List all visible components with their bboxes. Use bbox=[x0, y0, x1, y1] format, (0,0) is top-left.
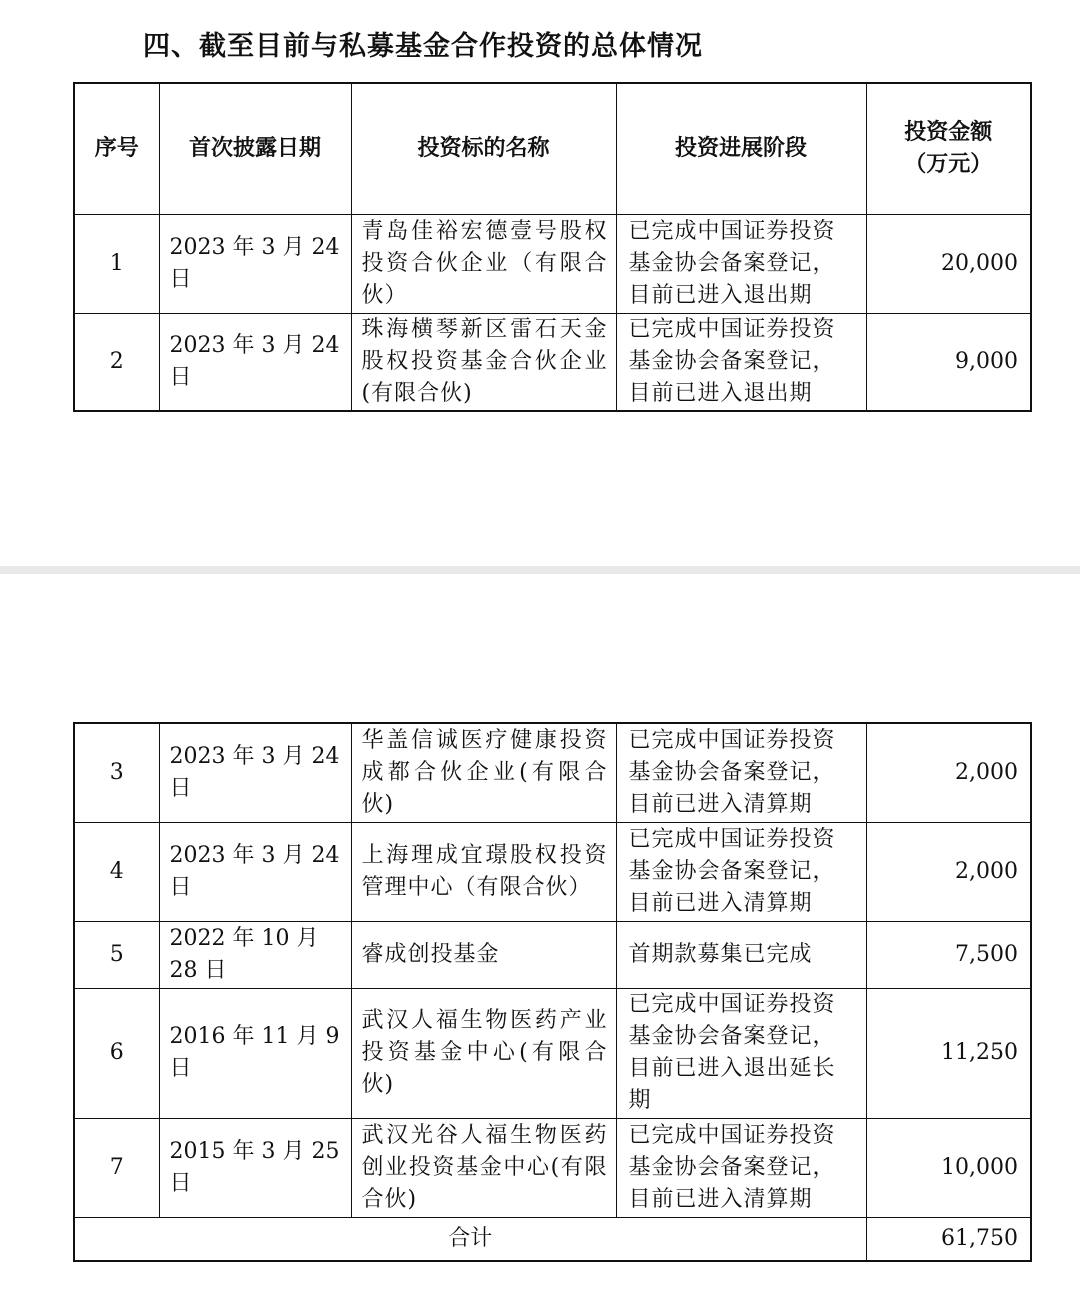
row-amount: 9,000 bbox=[866, 313, 1031, 411]
row-seq: 3 bbox=[74, 723, 159, 822]
section-title: 四、截至目前与私募基金合作投资的总体情况 bbox=[143, 31, 703, 62]
investment-table-part1 bbox=[73, 82, 1032, 412]
row-seq: 6 bbox=[74, 988, 159, 1118]
row-date: 2023 年 3 月 24 日 bbox=[159, 723, 351, 822]
table-row bbox=[74, 723, 1031, 822]
row-amount: 11,250 bbox=[866, 988, 1031, 1118]
header-progress: 投资进展阶段 bbox=[616, 83, 866, 214]
page-separator bbox=[0, 566, 1080, 574]
header-amount: 投资金额 （万元） bbox=[866, 83, 1031, 214]
row-seq: 7 bbox=[74, 1118, 159, 1217]
row-seq: 1 bbox=[74, 214, 159, 313]
row-date: 2022 年 10 月 28 日 bbox=[159, 921, 351, 988]
total-amount: 61,750 bbox=[866, 1217, 1031, 1261]
row-progress: 已完成中国证券投资基金协会备案登记，目前已进入清算期 bbox=[616, 723, 866, 822]
row-progress: 已完成中国证券投资基金协会备案登记，目前已进入退出延长期 bbox=[616, 988, 866, 1118]
row-name: 华盖信诚医疗健康投资成都合伙企业(有限合伙) bbox=[351, 723, 616, 822]
row-seq: 5 bbox=[74, 921, 159, 988]
row-name: 珠海横琴新区雷石天金股权投资基金合伙企业(有限合伙) bbox=[351, 313, 616, 411]
row-progress: 已完成中国证券投资基金协会备案登记，目前已进入清算期 bbox=[616, 822, 866, 921]
row-amount: 7,500 bbox=[866, 921, 1031, 988]
investment-table-part2 bbox=[73, 722, 1032, 1262]
row-progress: 已完成中国证券投资基金协会备案登记，目前已进入退出期 bbox=[616, 214, 866, 313]
row-date: 2023 年 3 月 24 日 bbox=[159, 313, 351, 411]
row-date: 2023 年 3 月 24 日 bbox=[159, 822, 351, 921]
row-name: 上海理成宜璟股权投资管理中心（有限合伙） bbox=[351, 822, 616, 921]
table-row bbox=[74, 214, 1031, 313]
row-progress: 已完成中国证券投资基金协会备案登记，目前已进入退出期 bbox=[616, 313, 866, 411]
row-date: 2015 年 3 月 25 日 bbox=[159, 1118, 351, 1217]
header-seq: 序号 bbox=[74, 83, 159, 214]
row-date: 2016 年 11 月 9 日 bbox=[159, 988, 351, 1118]
table-row bbox=[74, 921, 1031, 988]
table-row bbox=[74, 988, 1031, 1118]
row-progress: 已完成中国证券投资基金协会备案登记，目前已进入清算期 bbox=[616, 1118, 866, 1217]
header-date: 首次披露日期 bbox=[159, 83, 351, 214]
table-header-row bbox=[74, 83, 1031, 214]
row-amount: 2,000 bbox=[866, 723, 1031, 822]
row-seq: 4 bbox=[74, 822, 159, 921]
table-row bbox=[74, 822, 1031, 921]
row-name: 武汉人福生物医药产业投资基金中心(有限合伙) bbox=[351, 988, 616, 1118]
row-amount: 20,000 bbox=[866, 214, 1031, 313]
row-seq: 2 bbox=[74, 313, 159, 411]
row-name: 武汉光谷人福生物医药创业投资基金中心(有限合伙) bbox=[351, 1118, 616, 1217]
row-progress: 首期款募集已完成 bbox=[616, 921, 866, 988]
row-amount: 2,000 bbox=[866, 822, 1031, 921]
total-label: 合计 bbox=[74, 1217, 866, 1261]
table-row bbox=[74, 313, 1031, 411]
row-name: 睿成创投基金 bbox=[351, 921, 616, 988]
total-row bbox=[74, 1217, 1031, 1261]
row-name: 青岛佳裕宏德壹号股权投资合伙企业（有限合伙） bbox=[351, 214, 616, 313]
table-row bbox=[74, 1118, 1031, 1217]
header-name: 投资标的名称 bbox=[351, 83, 616, 214]
row-amount: 10,000 bbox=[866, 1118, 1031, 1217]
row-date: 2023 年 3 月 24 日 bbox=[159, 214, 351, 313]
